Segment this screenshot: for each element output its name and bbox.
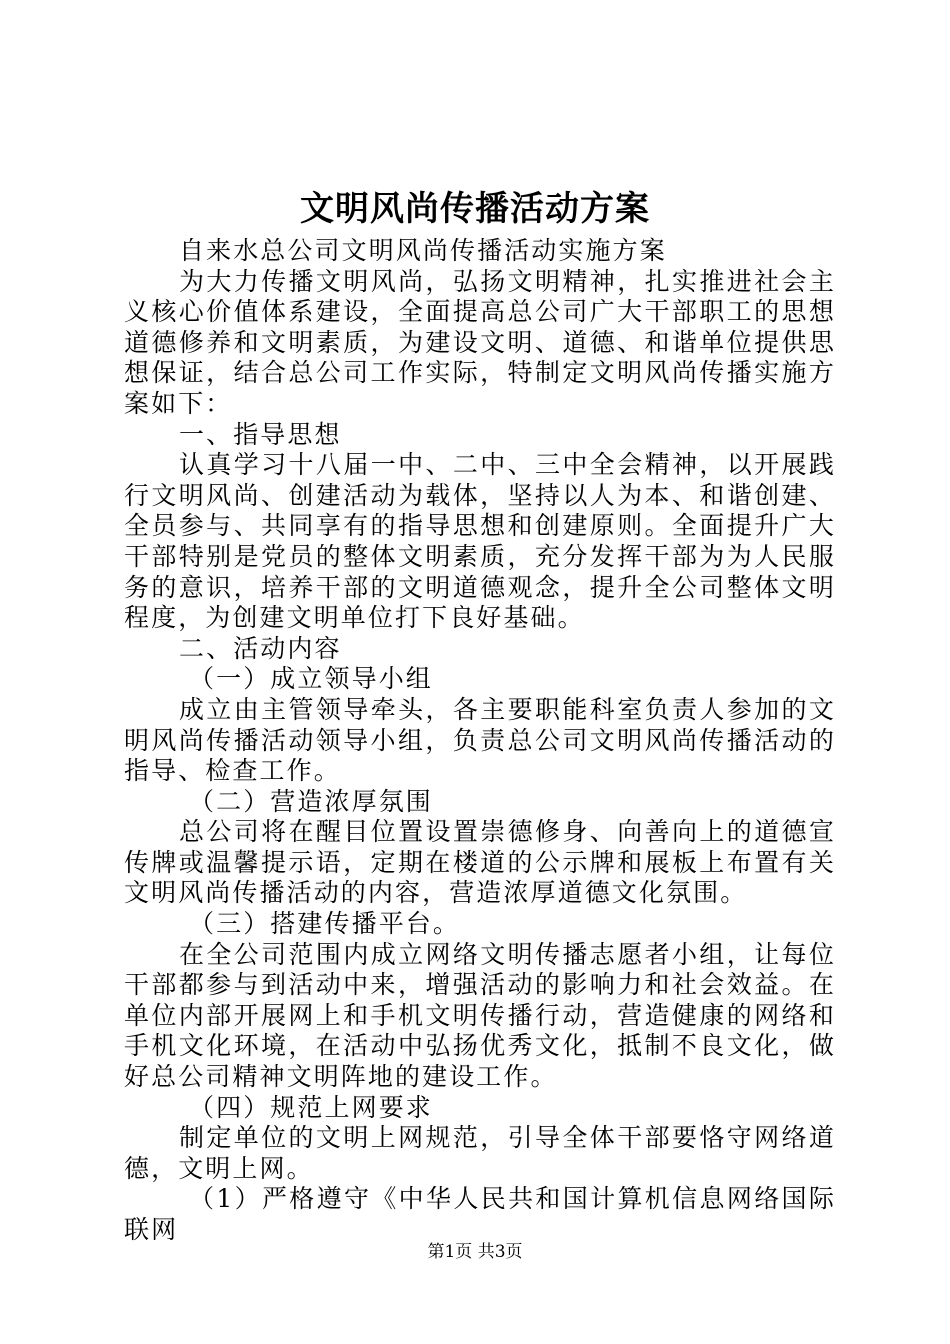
paragraph: 为大力传播文明风尚，弘扬文明精神，扎实推进社会主义核心价值体系建设，全面提高总公司广大干部职工的思想道德修养和文明素质，为建设文明、道德、和谐单位提供思想保证，结合总公司工作实际，特制定文明风尚传播实施方案如下： bbox=[124, 266, 836, 418]
document-title: 文明风尚传播活动方案 bbox=[300, 189, 650, 229]
paragraph: 成立由主管领导牵头，各主要职能科室负责人参加的文明风尚传播活动领导小组，负责总公司文明风尚传播活动的指导、检查工作。 bbox=[124, 694, 836, 786]
paragraph: 在全公司范围内成立网络文明传播志愿者小组，让每位干部都参与到活动中来，增强活动的影响力和社会效益。在单位内部开展网上和手机文明传播行动，营造健康的网络和手机文化环境，在活动中弘扬优秀文化，抵制不良文化，做好总公司精神文明阵地的建设工作。 bbox=[124, 939, 836, 1092]
list-item: （1）严格遵守《中华人民共和国计算机信息网络国际联网 bbox=[124, 1184, 836, 1244]
subsection-heading: （二）营造浓厚氛围 bbox=[189, 786, 433, 816]
subsection-heading: （一）成立领导小组 bbox=[189, 664, 433, 694]
section-heading: 二、活动内容 bbox=[179, 633, 342, 663]
paragraph: 认真学习十八届一中、二中、三中全会精神，以开展践行文明风尚、创建活动为载体，坚持以人为本、和谐创建、全员参与、共同享有的指导思想和创建原则。全面提升广大干部特别是党员的整体文明素质，充分发挥干部为为人民服务的意识，培养干部的文明道德观念，提升全公司整体文明程度，为创建文明单位打下良好基础。 bbox=[124, 450, 836, 633]
section-heading: 一、指导思想 bbox=[179, 419, 342, 449]
paragraph: 总公司将在醒目位置设置崇德修身、向善向上的道德宣传牌或温馨提示语，定期在楼道的公示牌和展板上布置有关文明风尚传播活动的内容，营造浓厚道德文化氛围。 bbox=[124, 817, 836, 908]
subsection-heading: （三）搭建传播平台。 bbox=[189, 909, 461, 939]
document-body bbox=[124, 236, 836, 1246]
subsection-heading: （四）规范上网要求 bbox=[189, 1092, 433, 1122]
paragraph: 制定单位的文明上网规范，引导全体干部要恪守网络道德，文明上网。 bbox=[124, 1123, 836, 1183]
page-footer: 第1页 共3页 bbox=[427, 1242, 523, 1262]
paragraph: 自来水总公司文明风尚传播活动实施方案 bbox=[179, 236, 667, 265]
